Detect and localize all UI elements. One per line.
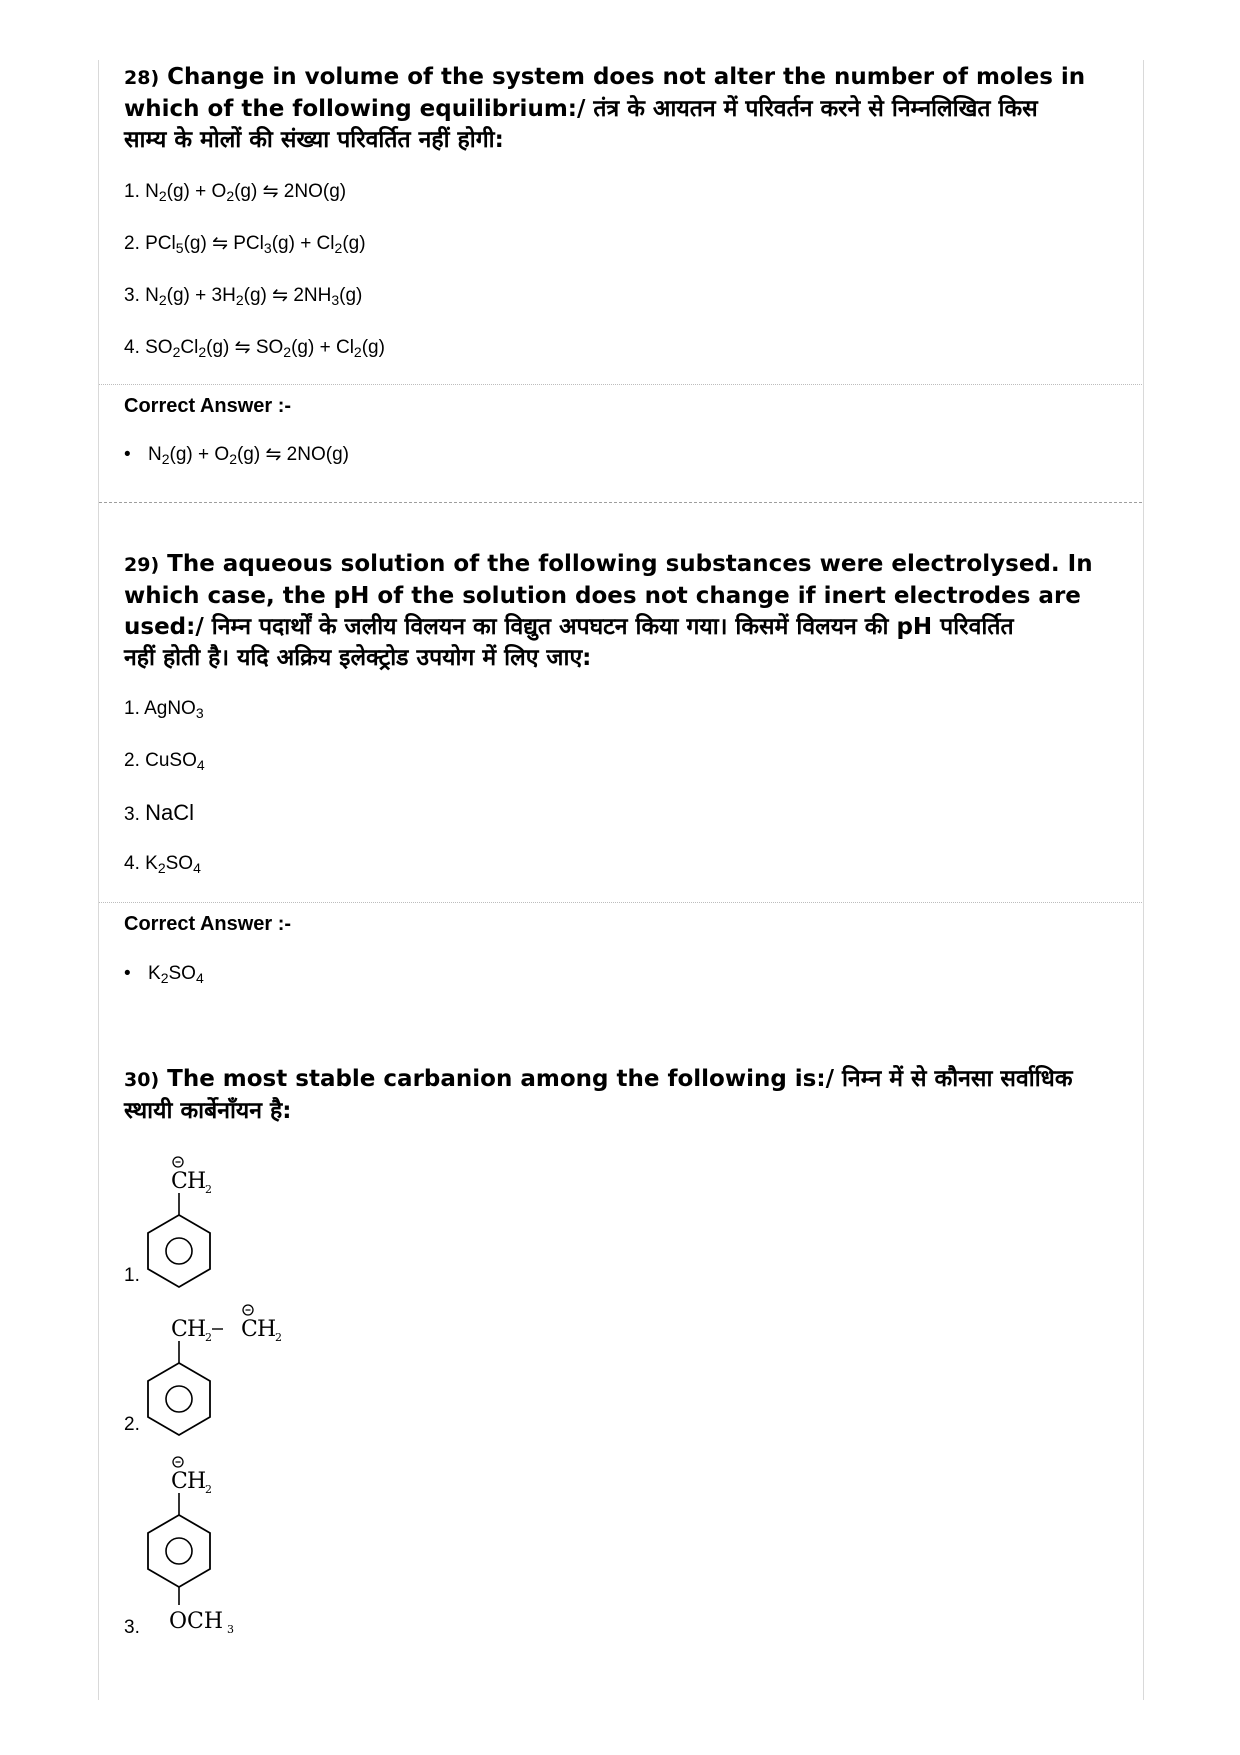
option-4: 4. $K_2SO_4$ xyxy=(124,853,201,876)
question-line: साम्य के मोलों की संख्या परिवर्तित नहीं होगी: xyxy=(124,127,504,153)
option-number: 3. xyxy=(124,285,140,306)
svg-text:2: 2 xyxy=(275,1331,282,1344)
question-text xyxy=(124,549,1124,674)
svg-text:OCH: OCH xyxy=(169,1609,224,1634)
question-number: 28) xyxy=(124,67,160,89)
svg-text:C: C xyxy=(241,1317,258,1342)
question-line: which case, the pH of the solution does not change if inert electrodes are xyxy=(124,583,1081,609)
correct-answer: • $N_2(g) + O_2(g)$ ⇋ 2NO(g) xyxy=(124,444,349,467)
option-4: 4. $SO_2Cl_2(g)$ ⇋ $SO_2(g) + Cl_2(g)$ xyxy=(124,337,385,360)
divider xyxy=(99,384,1142,385)
option-1: 1. $N_2(g) + O_2(g)$ ⇋ 2NO(g) xyxy=(124,181,347,204)
option-number: 1. xyxy=(124,1265,140,1286)
correct-answer-label: Correct Answer :- xyxy=(124,913,292,935)
option-number: 2. xyxy=(124,1414,140,1435)
correct-answer-label: Correct Answer :- xyxy=(124,395,292,417)
question-number: 29) xyxy=(124,554,160,576)
option-number: 4. xyxy=(124,337,140,358)
option-text: NaCl xyxy=(145,800,195,825)
option-number: 2. xyxy=(124,233,140,254)
question-line: Change in volume of the system does not alter the number of moles in xyxy=(167,64,1086,90)
question-separator xyxy=(99,502,1142,503)
option-number: 4. xyxy=(124,853,140,874)
question-28 xyxy=(124,62,1124,156)
option-number: 2. xyxy=(124,750,140,771)
question-line: नहीं होती है। यदि अक्रिय इलेक्ट्रोड उपयोग में लिए जाए: xyxy=(124,645,592,671)
option-number: 3. xyxy=(124,1617,140,1638)
svg-text:3: 3 xyxy=(227,1623,234,1636)
phenylethyl-carbanion-structure xyxy=(145,1303,305,1447)
svg-text:C: C xyxy=(171,1169,188,1194)
svg-text:H: H xyxy=(187,1317,207,1342)
question-line: which of the following equilibrium:/ तंत्र के आयतन में परिवर्तन करने से निम्नलिखित किस xyxy=(124,96,1038,122)
option-number: 1. xyxy=(124,698,140,719)
question-30 xyxy=(124,1064,1124,1127)
svg-text:H: H xyxy=(187,1469,207,1494)
question-number: 30) xyxy=(124,1069,160,1091)
svg-text:2: 2 xyxy=(205,1183,212,1196)
option-2: 2. PCl$_5$(g) ⇋ $PCl_3(g) + Cl_2(g)$ xyxy=(124,233,366,256)
question-line: The aqueous solution of the following substances were electrolysed. In xyxy=(167,551,1093,577)
svg-text:2: 2 xyxy=(205,1331,212,1344)
correct-answer: • $K_2SO_4$ xyxy=(124,963,204,986)
svg-text:C: C xyxy=(171,1469,188,1494)
svg-text:C: C xyxy=(171,1317,188,1342)
question-line: स्थायी कार्बेनाँयन है: xyxy=(124,1098,292,1124)
option-number: 1. xyxy=(124,181,140,202)
question-line: used:/ निम्न पदार्थों के जलीय विलयन का विद्युत अपघटन किया गया। किसमें विलयन की pH परिवर्तित xyxy=(124,614,1014,640)
svg-text:H: H xyxy=(257,1317,277,1342)
option-3: 3. $N_2(g) + 3H_2(g)$ ⇋ $2NH_3(g)$ xyxy=(124,285,363,308)
question-text xyxy=(124,62,1124,156)
divider xyxy=(99,902,1142,903)
option-2: 2. CuSO$_4$ xyxy=(124,750,205,773)
option-3 xyxy=(124,800,194,826)
option-number: 3. xyxy=(124,804,140,825)
svg-text:2: 2 xyxy=(205,1483,212,1496)
question-29 xyxy=(124,549,1124,674)
option-1: 1. AgNO$_3$ xyxy=(124,698,204,721)
option-1 xyxy=(124,1265,140,1287)
option-3 xyxy=(124,1617,140,1639)
benzyl-carbanion-structure xyxy=(145,1155,285,1299)
question-line: The most stable carbanion among the following is:/ निम्न में से कौनसा सर्वाधिक xyxy=(167,1066,1073,1092)
svg-text:H: H xyxy=(187,1169,207,1194)
option-2 xyxy=(124,1414,140,1436)
question-text xyxy=(124,1064,1124,1127)
methoxybenzyl-carbanion-structure xyxy=(145,1455,285,1649)
